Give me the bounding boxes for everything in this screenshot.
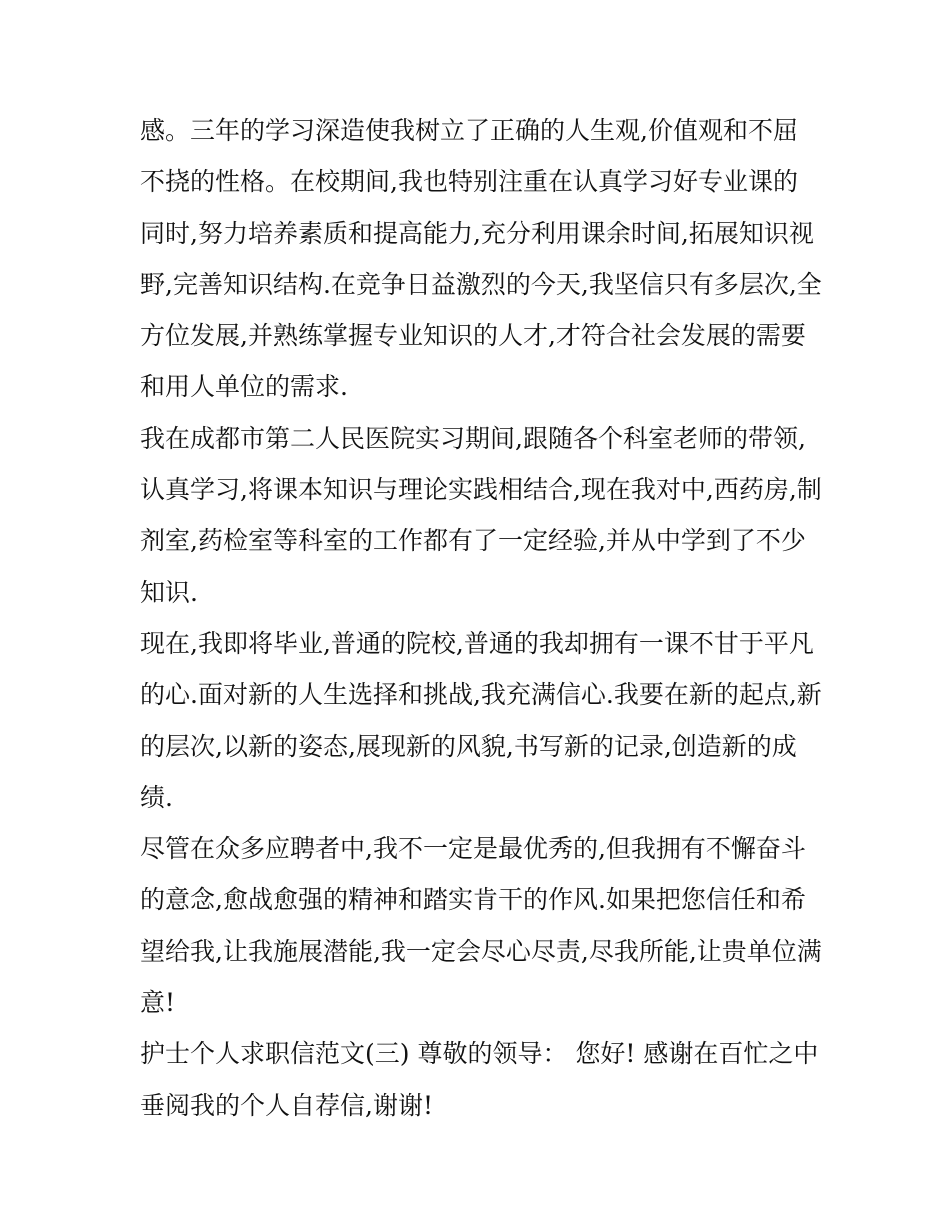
text-line: 野,完善知识结构.在竞争日益激烈的今天,我坚信只有多层次,全 (140, 269, 822, 299)
text-line: 不挠的性格。在校期间,我也特别注重在认真学习好专业课的 (140, 167, 798, 197)
text-line: 尽管在众多应聘者中,我不一定是最优秀的,但我拥有不懈奋斗 (140, 834, 806, 864)
text-line: 我在成都市第二人民医院实习期间,跟随各个科室老师的带领, (140, 423, 806, 453)
text-line: 同时,努力培养素质和提高能力,充分利用课余时间,拓展知识视 (140, 218, 814, 248)
text-line: 感。三年的学习深造使我树立了正确的人生观,价值观和不屈 (140, 116, 798, 145)
text-line: 剂室,药检室等科室的工作都有了一定经验,并从中学到了不少 (140, 526, 806, 556)
text-line: 意! (140, 988, 176, 1018)
text-line: 望给我,让我施展潜能,我一定会尽心尽责,尽我所能,让贵单位满 (140, 936, 822, 966)
text-line: 垂阅我的个人自荐信,谢谢! (140, 1090, 433, 1120)
text-line: 知识. (140, 577, 198, 607)
document-body (140, 105, 822, 1131)
text-line: 绩. (140, 782, 173, 812)
text-line: 现在,我即将毕业,普通的院校,普通的我却拥有一课不甘于平凡 (140, 628, 814, 658)
text-line: 的意念,愈战愈强的精神和踏实肯干的作风.如果把您信任和希 (140, 885, 806, 915)
text-line: 的层次,以新的姿态,展现新的风貌,书写新的记录,创造新的成 (140, 731, 797, 761)
text-line: 护士个人求职信范文(三) 尊敬的领导： 您好! 感谢在百忙之中 (140, 1039, 819, 1069)
text-line: 和用人单位的需求. (140, 372, 348, 402)
text-line: 方位发展,并熟练掌握专业知识的人才,才符合社会发展的需要 (140, 321, 806, 351)
text-line: 认真学习,将课本知识与理论实践相结合,现在我对中,西药房,制 (140, 475, 822, 505)
text-line: 的心.面对新的人生选择和挑战,我充满信心.我要在新的起点,新 (140, 680, 822, 710)
